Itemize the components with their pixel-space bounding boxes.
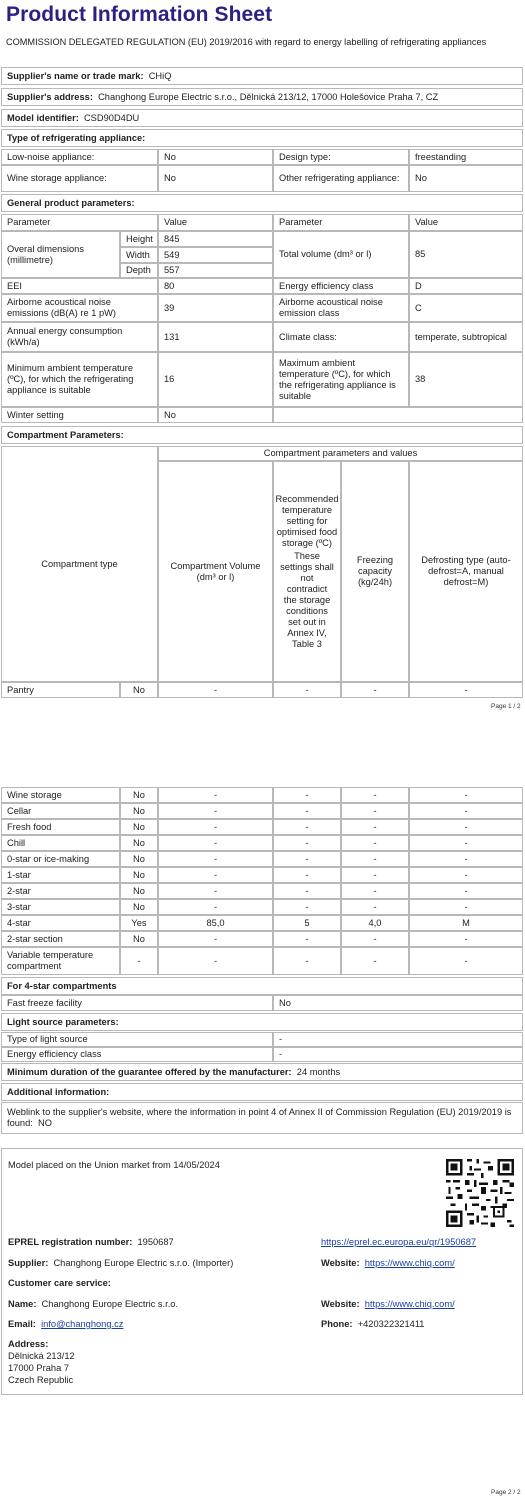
compartment-volume-cell: 85,0 — [158, 915, 273, 931]
total-volume-label: Total volume (dm³ or l) — [273, 231, 409, 278]
address-label: Address: — [8, 1339, 49, 1349]
light-class-value: - — [273, 1047, 523, 1062]
compartment-defrost-cell: - — [409, 803, 523, 819]
supplier-name-row — [1, 67, 523, 85]
winter-label: Winter setting — [1, 407, 158, 423]
other-label: Other refrigerating appliance: — [273, 165, 409, 192]
compartment-present-cell: Yes — [120, 915, 158, 931]
additional-text: Weblink to the supplier's website, where the information in point 4 of Annex II of Commission Regulation (EU) 2019/2019 is found: — [7, 1107, 512, 1128]
light-section-header — [1, 1013, 523, 1031]
care-name-value: Changhong Europe Electric s.r.o. — [41, 1299, 179, 1309]
compartment-name-cell: 2-star section — [1, 931, 120, 947]
annual-energy-value: 131 — [158, 322, 273, 352]
guarantee-label: Minimum duration of the guarantee offered by the manufacturer: — [7, 1066, 292, 1077]
care-name-line — [8, 1298, 178, 1310]
eprel-line — [8, 1236, 174, 1248]
compartment-name-cell: Chill — [1, 835, 120, 851]
phone-label: Phone: — [321, 1319, 353, 1329]
website-label: Website: — [321, 1258, 360, 1268]
compartment-freeze-cell: - — [341, 819, 409, 835]
address-line-1: Dělnická 213/12 — [8, 1351, 75, 1361]
additional-section-header — [1, 1083, 523, 1101]
qr-code-icon[interactable] — [446, 1159, 514, 1227]
compartment-present-cell: No — [120, 682, 158, 698]
model-row — [1, 109, 523, 127]
compartment-defrost-cell: - — [409, 947, 523, 975]
compartment-freeze-cell: - — [341, 899, 409, 915]
compartment-volume-cell: - — [158, 947, 273, 975]
compartment-name-cell: 2-star — [1, 883, 120, 899]
supplier-address-value: Changhong Europe Electric s.r.o., Dělnická 213/12, 17000 Holešovice Praha 7, CZ — [98, 91, 439, 102]
compartment-temp-cell: - — [273, 867, 341, 883]
compartment-freeze-cell: - — [341, 851, 409, 867]
general-section-title: General product parameters: — [7, 197, 135, 208]
model-value: CSD90D4DU — [83, 112, 140, 123]
compartment-freeze-cell: - — [341, 947, 409, 975]
supplier-name-label: Supplier's name or trade mark: — [7, 70, 144, 81]
compartment-defrost-cell: - — [409, 835, 523, 851]
supplier-address-row — [1, 88, 523, 106]
eei-value: 80 — [158, 278, 273, 294]
compartment-defrost-cell: - — [409, 931, 523, 947]
address-block — [8, 1338, 75, 1386]
noise-class-label: Airborne acoustical noise emission class — [273, 294, 409, 322]
address-line-3: Czech Republic — [8, 1375, 74, 1385]
height-value: 845 — [158, 231, 273, 247]
compartment-freeze-cell: - — [341, 883, 409, 899]
general-header-value: Value — [158, 214, 273, 231]
light-type-value: - — [273, 1032, 523, 1047]
compartment-present-cell: No — [120, 931, 158, 947]
compartment-defrost-cell: - — [409, 787, 523, 803]
compartment-defrost-cell: M — [409, 915, 523, 931]
low-noise-value: No — [158, 149, 273, 165]
winter-empty — [273, 407, 523, 423]
website-link[interactable]: https://www.chiq.com/ — [364, 1258, 455, 1268]
low-noise-label: Low-noise appliance: — [1, 149, 158, 165]
compartment-table-p1 — [1, 446, 523, 699]
additional-row — [1, 1102, 523, 1134]
other-value: No — [409, 165, 523, 192]
type-section-header — [1, 129, 523, 147]
care-website-link[interactable]: https://www.chiq.com/ — [364, 1299, 455, 1309]
compartment-present-cell: No — [120, 819, 158, 835]
type-table — [1, 149, 523, 191]
customer-care-label: Customer care service: — [8, 1278, 111, 1288]
email-label: Email: — [8, 1319, 36, 1329]
care-name-label: Name: — [8, 1299, 37, 1309]
compartment-freeze-cell: - — [341, 867, 409, 883]
info-box — [1, 1148, 523, 1395]
compartment-freeze-cell: - — [341, 835, 409, 851]
compartment-present-cell: - — [120, 947, 158, 975]
additional-title: Additional information: — [7, 1086, 110, 1097]
guarantee-row — [1, 1063, 523, 1081]
compartment-freeze-cell: - — [341, 682, 409, 698]
phone-line — [321, 1318, 424, 1330]
compartment-temp-cell: - — [273, 851, 341, 867]
noise-class-value: C — [409, 294, 523, 322]
compartment-name-cell: 3-star — [1, 899, 120, 915]
model-label: Model identifier: — [7, 112, 79, 123]
compartment-volume-cell: - — [158, 803, 273, 819]
width-value: 549 — [158, 247, 273, 263]
temp-header — [273, 461, 341, 682]
eei-label: EEI — [1, 278, 158, 294]
temp-header-b: These settings shall not contradict the storage conditions set out in Annex IV, Table 3 — [280, 550, 334, 649]
max-temp-value: 38 — [409, 352, 523, 407]
compartment-present-cell: No — [120, 835, 158, 851]
min-temp-value: 16 — [158, 352, 273, 407]
general-section-header — [1, 194, 523, 212]
eprel-link[interactable]: https://eprel.ec.europa.eu/qr/1950687 — [321, 1237, 477, 1247]
care-website-label: Website: — [321, 1299, 360, 1309]
page-title: Product Information Sheet — [6, 3, 273, 26]
design-value: freestanding — [409, 149, 523, 165]
compartment-present-cell: No — [120, 803, 158, 819]
compartment-volume-cell: - — [158, 851, 273, 867]
height-label: Height — [120, 231, 158, 247]
compartment-name-cell: 4-star — [1, 915, 120, 931]
compartment-defrost-cell: - — [409, 899, 523, 915]
compartment-freeze-cell: - — [341, 803, 409, 819]
fast-freeze-value: No — [273, 995, 523, 1011]
compartment-present-cell: No — [120, 787, 158, 803]
compartment-name-cell: 0-star or ice-making — [1, 851, 120, 867]
compartment-name-cell: Pantry — [1, 682, 120, 698]
placed-on-market: Model placed on the Union market from 14/05/2024 — [8, 1160, 220, 1170]
compartment-temp-cell: - — [273, 899, 341, 915]
website-line — [321, 1257, 455, 1269]
general-header-value2: Value — [409, 214, 523, 231]
depth-value: 557 — [158, 263, 273, 278]
compartment-name-cell: Fresh food — [1, 819, 120, 835]
total-volume-value: 85 — [409, 231, 523, 278]
volume-header: Compartment Volume (dm³ or l) — [158, 461, 273, 682]
compartment-defrost-cell: - — [409, 819, 523, 835]
supplier-address-label: Supplier's address: — [7, 91, 93, 102]
additional-value: NO — [38, 1118, 52, 1128]
compartment-name-cell: 1-star — [1, 867, 120, 883]
general-header-param2: Parameter — [273, 214, 409, 231]
compartment-freeze-cell: 4,0 — [341, 915, 409, 931]
design-label: Design type: — [273, 149, 409, 165]
compartment-section-title: Compartment Parameters: — [7, 429, 124, 440]
phone-value: +420322321411 — [357, 1319, 425, 1329]
four-star-section-header — [1, 977, 523, 995]
compartment-defrost-cell: - — [409, 867, 523, 883]
energy-class-label: Energy efficiency class — [273, 278, 409, 294]
min-temp-label: Minimum ambient temperature (ºC), for which the refrigerating appliance is suitable — [1, 352, 158, 407]
compartment-name-cell: Wine storage — [1, 787, 120, 803]
compartment-temp-cell: - — [273, 803, 341, 819]
supplier-line — [8, 1257, 233, 1269]
compartment-freeze-cell: - — [341, 787, 409, 803]
compartment-temp-cell: - — [273, 819, 341, 835]
type-section-title: Type of refrigerating appliance: — [7, 132, 146, 143]
compartment-volume-cell: - — [158, 867, 273, 883]
page-number-2: Page 2 / 2 — [491, 1489, 521, 1496]
info-supplier-value: Changhong Europe Electric s.r.o. (Importer) — [53, 1258, 234, 1268]
eprel-label: EPREL registration number: — [8, 1237, 133, 1247]
compartment-volume-cell: - — [158, 787, 273, 803]
compartment-temp-cell: - — [273, 787, 341, 803]
compartment-temp-cell: 5 — [273, 915, 341, 931]
compartment-name-cell: Cellar — [1, 803, 120, 819]
winter-value: No — [158, 407, 273, 423]
page-subtitle: COMMISSION DELEGATED REGULATION (EU) 2019/2016 with regard to energy labelling of refrigerating appliances — [6, 37, 487, 47]
light-type-label: Type of light source — [1, 1032, 273, 1047]
compartment-temp-cell: - — [273, 931, 341, 947]
climate-value: temperate, subtropical — [409, 322, 523, 352]
compartment-volume-cell: - — [158, 819, 273, 835]
supplier-name-value: CHiQ — [148, 70, 172, 81]
light-class-label: Energy efficiency class — [1, 1047, 273, 1062]
compartment-temp-cell: - — [273, 883, 341, 899]
depth-label: Depth — [120, 263, 158, 278]
energy-class-value: D — [409, 278, 523, 294]
compartment-present-cell: No — [120, 899, 158, 915]
noise-value: 39 — [158, 294, 273, 322]
eprel-value: 1950687 — [137, 1237, 174, 1247]
fast-freeze-label: Fast freeze facility — [1, 995, 273, 1011]
temp-header-a: Recommended temperature setting for optimised food storage (ºC) — [275, 493, 339, 548]
page-number-1: Page 1 / 2 — [491, 703, 521, 710]
guarantee-value: 24 months — [296, 1066, 341, 1077]
compartment-freeze-cell: - — [341, 931, 409, 947]
compartment-present-cell: No — [120, 883, 158, 899]
compartment-present-cell: No — [120, 851, 158, 867]
wine-value: No — [158, 165, 273, 192]
max-temp-label: Maximum ambient temperature (ºC), for which the refrigerating appliance is suitable — [273, 352, 409, 407]
four-star-title: For 4-star compartments — [7, 980, 117, 991]
care-website-line — [321, 1298, 455, 1310]
info-supplier-label: Supplier: — [8, 1258, 49, 1268]
compartment-temp-cell: - — [273, 947, 341, 975]
compartment-volume-cell: - — [158, 931, 273, 947]
wine-label: Wine storage appliance: — [1, 165, 158, 192]
compartment-volume-cell: - — [158, 682, 273, 698]
compartment-volume-cell: - — [158, 883, 273, 899]
compartment-present-cell: No — [120, 867, 158, 883]
general-table — [1, 214, 523, 424]
compartment-defrost-cell: - — [409, 682, 523, 698]
defrost-header: Defrosting type (auto-defrost=A, manual defrost=M) — [409, 461, 523, 682]
compartment-temp-cell: - — [273, 682, 341, 698]
compartment-volume-cell: - — [158, 899, 273, 915]
freeze-header: Freezing capacity (kg/24h) — [341, 461, 409, 682]
compartment-temp-cell: - — [273, 835, 341, 851]
compartment-type-header: Compartment type — [1, 446, 158, 682]
address-line-2: 17000 Praha 7 — [8, 1363, 69, 1373]
width-label: Width — [120, 247, 158, 263]
light-title: Light source parameters: — [7, 1016, 119, 1027]
annual-energy-label: Annual energy consumption (kWh/a) — [1, 322, 158, 352]
noise-label: Airborne acoustical noise emissions (dB(A) re 1 pW) — [1, 294, 158, 322]
compartment-volume-cell: - — [158, 835, 273, 851]
general-header-param: Parameter — [1, 214, 158, 231]
compartment-name-cell: Variable temperature compartment — [1, 947, 120, 975]
email-link[interactable]: info@changhong.cz — [41, 1319, 124, 1329]
compartment-table-p2 — [1, 787, 523, 977]
compartment-section-header — [1, 426, 523, 444]
email-line — [8, 1318, 123, 1330]
dimensions-label: Overal dimensions (millimetre) — [1, 231, 120, 278]
compartment-defrost-cell: - — [409, 851, 523, 867]
compartment-defrost-cell: - — [409, 883, 523, 899]
climate-label: Climate class: — [273, 322, 409, 352]
compartment-group-header: Compartment parameters and values — [158, 446, 523, 461]
